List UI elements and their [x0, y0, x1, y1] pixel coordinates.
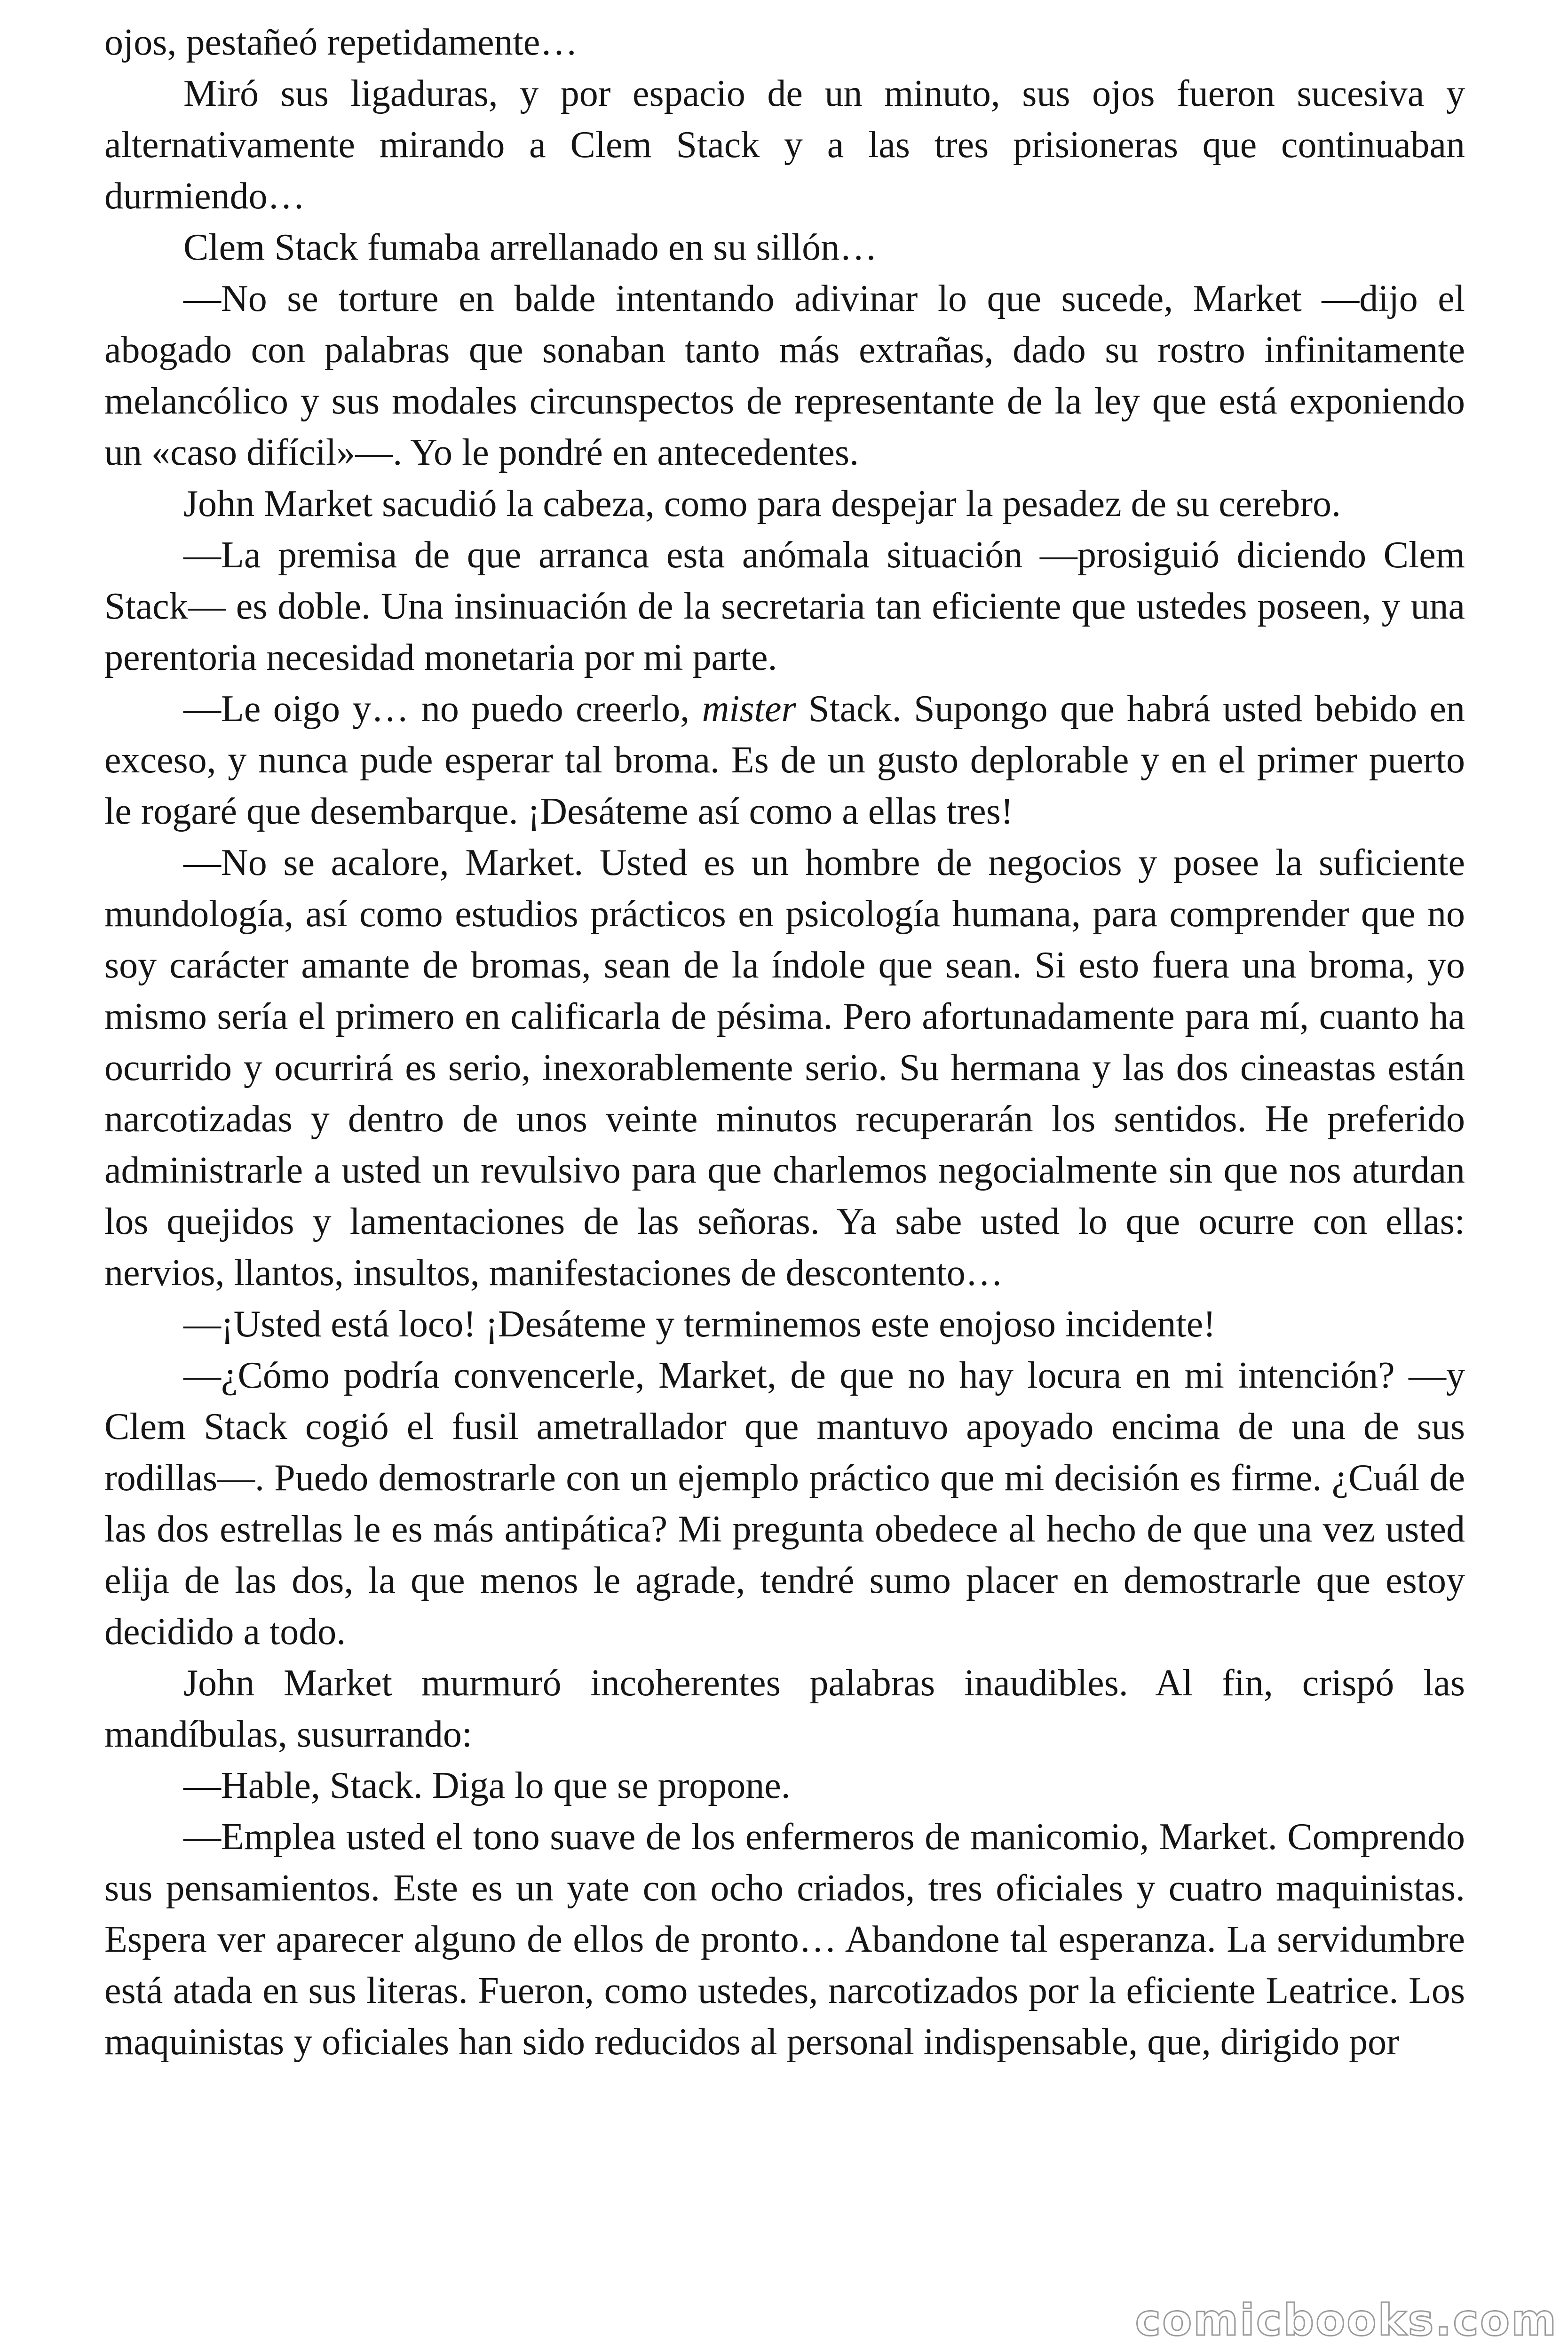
paragraph: John Market sacudió la cabeza, como para despejar la pesadez de su cerebro.: [183, 483, 1341, 524]
paragraph: —No se acalore, Market. Usted es un hombre de negocios y posee la suficiente mundología, así como estudios prácticos en psicología humana, para comprender que no soy carácter amante de bromas, sean de la índole que sean. Si esto fuera una broma, yo mismo sería el primero en calificarla de pésima. Pero afortunadamente para mí, cuanto ha ocurrido y ocurrirá es serio, inexorablemente serio. Su hermana y las dos cineastas están narcotizadas y dentro de unos veinte minutos recuperarán los sentidos. He preferido administrarle a usted un revulsivo para que charlemos negocialmente sin que nos aturdan los quejidos y lamentaciones de las señoras. Ya sabe usted lo que ocurre con ellas: nervios, llantos, insultos, manifestaciones de descontento…: [104, 842, 1465, 1294]
paragraph-text: —Le oigo y… no puedo creerlo,: [183, 688, 702, 730]
paragraph: —¡Usted está loco! ¡Desáteme y terminemos este enojoso incidente!: [183, 1303, 1216, 1345]
paragraph: —Emplea usted el tono suave de los enfermeros de manicomio, Market. Comprendo sus pensamientos. Este es un yate con ocho criados, tres oficiales y cuatro maquinistas. Espera ver aparecer alguno de ellos de pronto… Abandone tal esperanza. La servidumbre está atada en sus literas. Fueron, como ustedes, narcotizados por la eficiente Leatrice. Los maquinistas y oficiales han sido reducidos al personal indispensable, que, dirigido por: [104, 1816, 1465, 2063]
paragraph: —¿Cómo podría convencerle, Market, de que no hay locura en mi intención? —y Clem Stack cogió el fusil ametrallador que mantuvo apoyado encima de una de sus rodillas—. Puedo demostrarle con un ejemplo práctico que mi decisión es firme. ¿Cuál de las dos estrellas le es más antipática? Mi pregunta obedece al hecho de que una vez usted elija de las dos, la que menos le agrade, tendré sumo placer en demostrarle que estoy decidido a todo.: [104, 1355, 1465, 1653]
paragraph: —Hable, Stack. Diga lo que se propone.: [183, 1765, 791, 1806]
paragraph: ojos, pestañeó repetidamente…: [104, 22, 578, 63]
paragraph: John Market murmuró incoherentes palabras inaudibles. Al fin, crispó las mandíbulas, susurrando:: [104, 1662, 1465, 1755]
paragraph: —No se torture en balde intentando adivinar lo que sucede, Market —dijo el abogado con palabras que sonaban tanto más extrañas, dado su rostro infinitamente melancólico y sus modales circunspectos de representante de la ley que está exponiendo un «caso difícil»—. Yo le pondré en antecedentes.: [104, 278, 1465, 473]
body-text: [104, 17, 1465, 2068]
watermark-logo: comicbooks.com: [1135, 2295, 1558, 2345]
paragraph: Miró sus ligaduras, y por espacio de un minuto, sus ojos fueron sucesiva y alternativamente mirando a Clem Stack y a las tres prisioneras que continuaban durmiendo…: [104, 73, 1465, 217]
paragraph: —La premisa de que arranca esta anómala situación —prosiguió diciendo Clem Stack— es doble. Una insinuación de la secretaria tan eficiente que ustedes poseen, y una perentoria necesidad monetaria por mi parte.: [104, 534, 1465, 678]
paragraph: [104, 683, 1465, 837]
italic-word: mister: [702, 688, 796, 730]
paragraph-text: Stack. Supongo que habrá usted bebido en exceso, y nunca pude esperar tal broma. Es de un gusto deplorable y en el primer puerto le rogaré que desembarque. ¡Desáteme así como a ellas tres!: [104, 688, 1465, 832]
paragraph: Clem Stack fumaba arrellanado en su sillón…: [183, 227, 878, 268]
